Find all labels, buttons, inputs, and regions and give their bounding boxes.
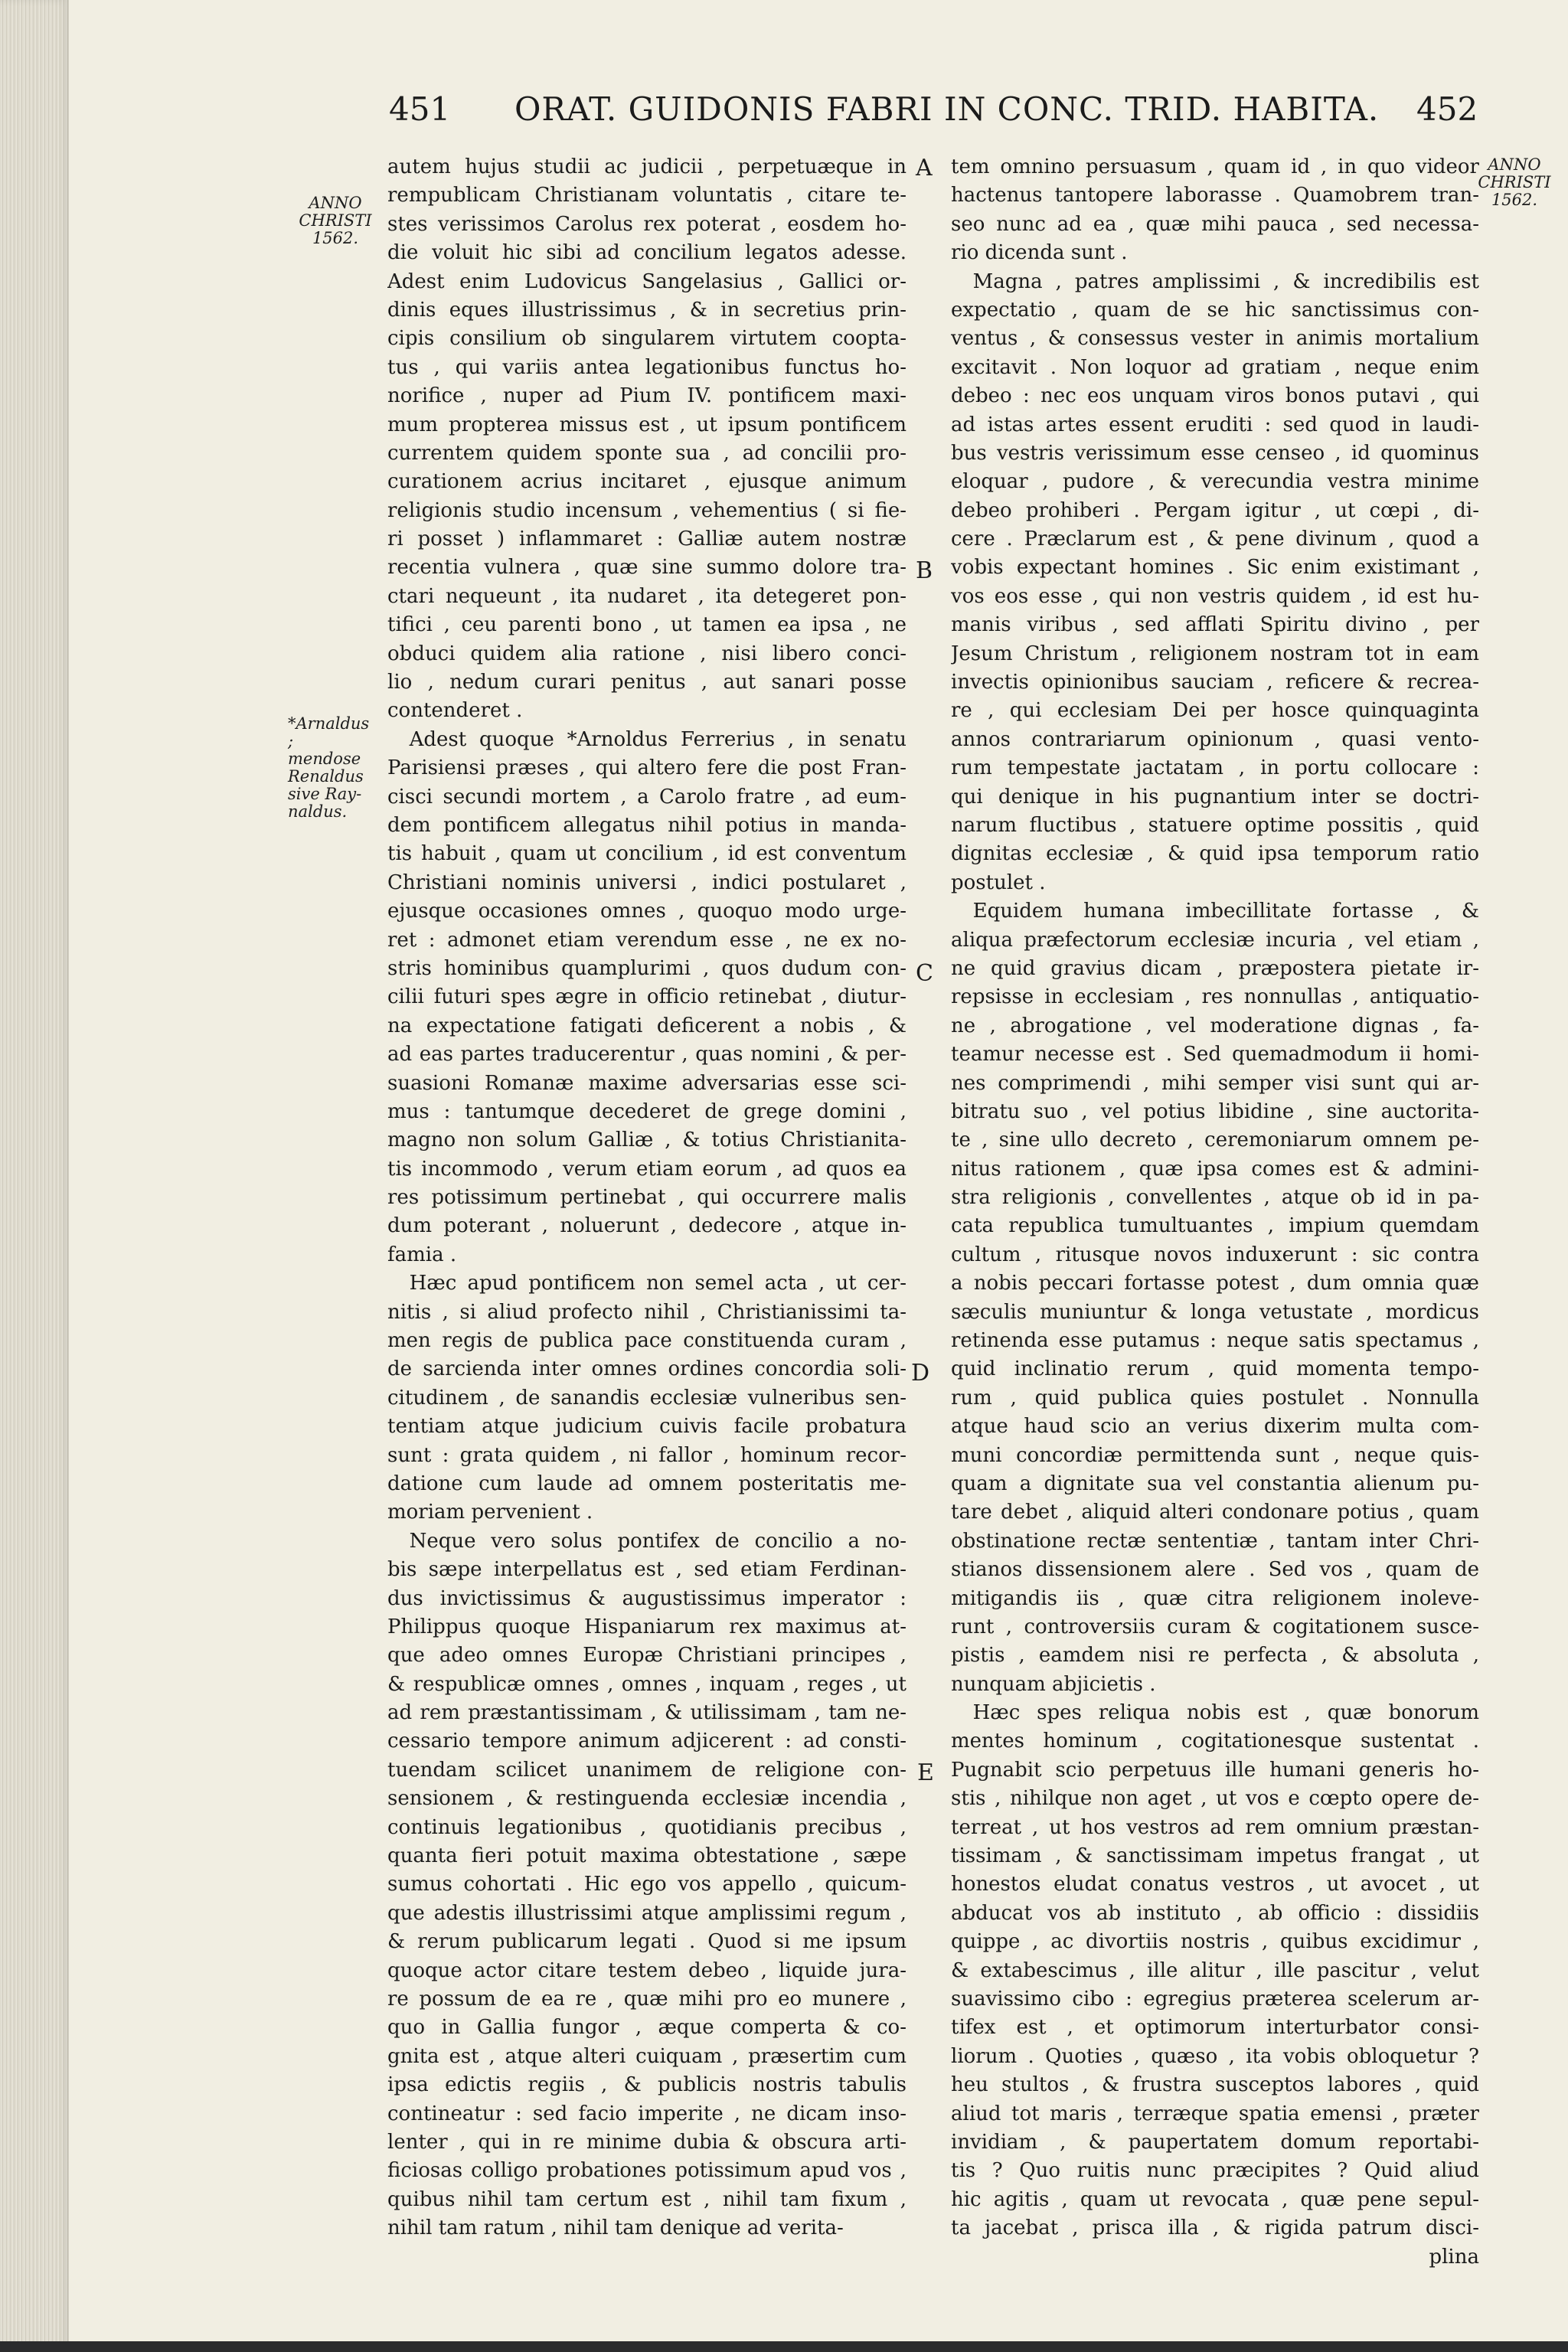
text-line: tis ? Quo ruitis nunc præcipites ? Quid aliud — [951, 2159, 1479, 2183]
text-line: suasioni Romanæ maxime adversarias esse sci- — [387, 1071, 906, 1095]
text-line: dinis eques illustrissimus , & in secretius prin- — [387, 298, 906, 322]
text-line: sunt : grata quidem , ni fallor , hominum recor- — [387, 1443, 906, 1467]
text-line: vos eos esse , qui non vestris quidem , id est hu- — [951, 584, 1479, 608]
text-line: tuendam scilicet unanimem de religione con- — [387, 1758, 906, 1782]
text-line: debeo prohiberi . Pergam igitur , ut cœpi , di- — [951, 498, 1479, 522]
text-line: vobis expectant homines . Sic enim existimant , — [951, 556, 1479, 580]
text-line: contineatur : sed facio imperite , ne dicam inso- — [387, 2102, 906, 2125]
text-line: expectatio , quam de se hic sanctissimus con- — [951, 298, 1479, 322]
text-line: tare debet , aliquid alteri condonare potius , quam — [951, 1501, 1479, 1524]
page-edges — [0, 0, 69, 2352]
text-line: Hæc spes reliqua nobis est , quæ bonorum — [972, 1701, 1479, 1725]
text-line: Philippus quoque Hispaniarum rex maximus at- — [387, 1615, 906, 1638]
text-line: re possum de ea re , quæ mihi pro eo munere , — [387, 1988, 906, 2011]
text-line: eloquar , pudore , & verecundia vestra minime — [951, 470, 1479, 494]
text-line: sæculis muniuntur & longa vetustate , mordicus — [951, 1300, 1479, 1324]
text-line: que adeo omnes Europæ Christiani principes , — [387, 1644, 906, 1668]
text-line: ejusque occasiones omnes , quoquo modo urge- — [387, 900, 906, 923]
text-line: men regis de publica pace constituenda curam , — [387, 1329, 906, 1353]
text-line: plina — [1429, 2245, 1479, 2269]
left-text-column — [387, 153, 906, 2243]
text-line: dignitas ecclesiæ , & quid ipsa temporum ratio — [951, 842, 1479, 866]
text-line: hic agitis , quam ut revocata , quæ pene sepul- — [951, 2187, 1479, 2211]
text-line: lio , nedum curari penitus , aut sanari posse — [387, 671, 906, 694]
text-line: citudinem , de sanandis ecclesiæ vulneribus sen- — [387, 1386, 906, 1410]
text-line: stra religionis , convellentes , atque ob id in pa- — [951, 1186, 1479, 1210]
text-line: lenter , qui in re minime dubia & obscura arti- — [387, 2130, 906, 2154]
text-line: & respublicæ omnes , omnes , inquam , reges , ut — [387, 1672, 906, 1696]
text-line: gnita est , atque alteri cuiquam , præsertim cum — [387, 2044, 906, 2068]
text-line: invidiam , & paupertatem domum reportabi- — [951, 2130, 1479, 2154]
section-marker-e: E — [917, 1759, 934, 1786]
text-line: quam a dignitate sua vel constantia alienum pu- — [951, 1472, 1479, 1495]
text-line: abducat vos ab instituto , ab officio : dissidiis — [951, 1901, 1479, 1925]
right-text-column — [951, 153, 1479, 2272]
text-line: tem omnino persuasum , quam id , in quo videor — [951, 155, 1479, 178]
text-line: quo in Gallia fungor , æque comperta & co- — [387, 2016, 906, 2040]
text-line: Jesum Christum , religionem nostram tot in eam — [951, 642, 1479, 665]
text-line: ctari nequeunt , ita nudaret , ita detegeret pon- — [387, 584, 906, 608]
text-line: Adest enim Ludovicus Sangelasius , Gallici or- — [387, 270, 906, 293]
text-line: debeo : nec eos unquam viros bonos putavi , qui — [951, 384, 1479, 408]
text-line: ad rem præstantissimam , & utilissimam , tam ne- — [387, 1701, 906, 1725]
text-line: Equidem humana imbecillitate fortasse , & — [972, 900, 1479, 923]
running-head: ORAT. GUIDONIS FABRI IN CONC. TRID. HABITA. — [514, 90, 1380, 128]
text-line: Parisiensi præses , qui altero fere die post Fran- — [387, 756, 906, 780]
text-line: Adest quoque *Arnoldus Ferrerius , in senatu — [409, 727, 906, 751]
text-line: seo nunc ad ea , quæ mihi pauca , sed necessa- — [951, 212, 1479, 236]
text-line: quibus nihil tam certum est , nihil tam fixum , — [387, 2187, 906, 2211]
text-line: cata republica tumultuantes , impium quemdam — [951, 1214, 1479, 1238]
text-line: stis , nihilque non aget , ut vos e cœpto opere de- — [951, 1787, 1479, 1811]
text-line: invectis opinionibus sauciam , reficere & recrea- — [951, 671, 1479, 694]
section-marker-c: C — [916, 960, 933, 987]
text-line: quoque actor citare testem debeo , liquide jura- — [387, 1958, 906, 1982]
text-line: ad istas artes essent eruditi : sed quod in laudi- — [951, 413, 1479, 436]
text-line: tifex est , et optimorum interturbator consi- — [951, 2016, 1479, 2040]
text-line: recentia vulnera , quæ sine summo dolore tra- — [387, 556, 906, 580]
text-line: aliqua præfectorum ecclesiæ incuria , vel etiam , — [951, 928, 1479, 952]
text-line: cipis consilium ob singularem virtutem coopta- — [387, 327, 906, 351]
text-line: sensionem , & restinguenda ecclesiæ incendia , — [387, 1787, 906, 1811]
text-line: res potissimum pertinebat , qui occurrere malis — [387, 1186, 906, 1210]
text-line: curationem acrius incitaret , ejusque animum — [387, 470, 906, 494]
text-line: excitavit . Non loquor ad gratiam , neque enim — [951, 355, 1479, 379]
text-line: Neque vero solus pontifex de concilio a no- — [409, 1529, 906, 1553]
text-line: terreat , ut hos vestros ad rem omnium præstan- — [951, 1815, 1479, 1839]
text-line: te , sine ullo decreto , ceremoniarum omnem pe- — [951, 1129, 1479, 1152]
text-line: nihil tam ratum , nihil tam denique ad verita- — [387, 2216, 844, 2240]
section-marker-d: D — [911, 1360, 930, 1387]
text-line: qui denique in his pugnantium inter se doctri- — [951, 785, 1479, 808]
text-line: ad eas partes traducerentur , quas nomini , & per- — [387, 1043, 906, 1067]
margin-footnote: *Arnaldus ; mendose Renaldus sive Ray- naldus. — [288, 714, 370, 821]
text-line: mitigandis iis , quæ citra religionem inoleve- — [951, 1586, 1479, 1610]
text-line: narum fluctibus , statuere optime possitis , quid — [951, 813, 1479, 837]
text-line: tis incommodo , verum etiam eorum , ad quos ea — [387, 1157, 906, 1181]
text-line: tentiam atque judicium cuivis facile probatura — [387, 1415, 906, 1439]
text-line: muni concordiæ permittenda sunt , neque quis- — [951, 1443, 1479, 1467]
text-line: tis habuit , quam ut concilium , id est conventum — [387, 842, 906, 866]
text-line: & extabescimus , ille alitur , ille pascitur , velut — [951, 1958, 1479, 1982]
text-line: ficiosas colligo probationes potissimum apud vos , — [387, 2159, 906, 2183]
text-line: hactenus tantopere laborasse . Quamobrem tran- — [951, 184, 1479, 207]
text-line: repsisse in ecclesiam , res nonnullas , antiquatio- — [951, 985, 1479, 1009]
text-line: stris hominibus quamplurimi , quos dudum con- — [387, 956, 906, 980]
text-line: dum poterant , noluerunt , dedecore , atque in- — [387, 1214, 906, 1238]
text-line: quid inclinatio rerum , quid momenta tempo- — [951, 1357, 1479, 1381]
text-line: bitratu suo , vel potius libidine , sine auctorita- — [951, 1099, 1479, 1123]
text-line: ventus , & consessus vester in animis mortalium — [951, 327, 1479, 351]
text-line: moriam pervenient . — [387, 1501, 593, 1524]
text-line: cisci secundi mortem , a Carolo fratre , ad eum- — [387, 785, 906, 808]
text-line: honestos eludat conatus vestros , ut avocet , ut — [951, 1873, 1479, 1896]
text-line: nes comprimendi , mihi semper visi sunt qui ar- — [951, 1071, 1479, 1095]
margin-year-right: ANNO CHRISTI 1562. — [1478, 155, 1551, 209]
text-line: ne , abrogatione , vel moderatione dignas , fa- — [951, 1014, 1479, 1037]
text-line: Magna , patres amplissimi , & incredibilis est — [972, 270, 1479, 293]
text-line: nitus rationem , quæ ipsa comes est & admini- — [951, 1157, 1479, 1181]
text-line: na expectatione fatigati deficerent a nobis , & — [387, 1014, 906, 1037]
text-line: famia . — [387, 1243, 457, 1266]
text-line: stes verissimos Carolus rex poterat , eosdem ho- — [387, 212, 906, 236]
text-line: tissimam , & sanctissimam impetus frangat , ut — [951, 1844, 1479, 1868]
text-line: bis sæpe interpellatus est , sed etiam Ferdinan- — [387, 1558, 906, 1582]
text-line: cilii futuri spes ægre in officio retinebat , diutur- — [387, 985, 906, 1009]
text-line: nunquam abjicietis . — [951, 1672, 1156, 1696]
text-line: autem hujus studii ac judicii , perpetuæque in — [387, 155, 906, 178]
text-line: mentes hominum , cogitationesque sustentat . — [951, 1730, 1479, 1753]
text-line: liorum . Quoties , quæso , ita vobis obloquetur ? — [951, 2044, 1479, 2068]
text-line: cessario tempore animum adjicerent : ad consti- — [387, 1730, 906, 1753]
text-line: dem pontificem allegatus nihil potius in manda- — [387, 813, 906, 837]
page-number-right: 452 — [1416, 90, 1478, 128]
text-line: Pugnabit scio perpetuus ille humani generis ho- — [951, 1758, 1479, 1782]
text-line: cere . Præclarum est , & pene divinum , quod a — [951, 528, 1479, 551]
text-line: religionis studio incensum , vehementius ( si fie- — [387, 498, 906, 522]
text-line: quanta fieri potuit maxima obtestatione , sæpe — [387, 1844, 906, 1868]
text-line: ri posset ) inflammaret : Galliæ autem nostræ — [387, 528, 906, 551]
text-line: ta jacebat , prisca illa , & rigida patrum disci- — [951, 2216, 1479, 2240]
text-line: bus vestris verissimum esse censeo , id quominus — [951, 441, 1479, 465]
page-bottom-edge — [0, 2341, 1568, 2352]
margin-year-left: ANNO CHRISTI 1562. — [299, 194, 372, 247]
text-line: continuis legationibus , quotidianis precibus , — [387, 1815, 906, 1839]
text-line: dus invictissimus & augustissimus imperator : — [387, 1586, 906, 1610]
text-line: norifice , nuper ad Pium IV. pontificem maxi- — [387, 384, 906, 408]
text-line: magno non solum Galliæ , & totius Christianita- — [387, 1129, 906, 1152]
text-line: rum , quid publica quies postulet . Nonnulla — [951, 1386, 1479, 1410]
text-line: quippe , ac divortiis nostris , quibus excidimur , — [951, 1930, 1479, 1954]
text-line: manis viribus , sed afflati Spiritu divino , per — [951, 613, 1479, 637]
text-line: rio dicenda sunt . — [951, 241, 1128, 265]
section-marker-b: B — [916, 557, 933, 584]
text-line: sumus cohortati . Hic ego vos appello , quicum- — [387, 1873, 906, 1896]
text-line: atque haud scio an verius dixerim multa com- — [951, 1415, 1479, 1439]
text-line: teamur necesse est . Sed quemadmodum ii homi- — [951, 1043, 1479, 1067]
text-line: tifici , ceu parenti bono , ut tamen ea ipsa , ne — [387, 613, 906, 637]
text-line: currentem quidem sponte sua , ad concilii pro- — [387, 441, 906, 465]
text-line: de sarcienda inter omnes ordines concordia soli- — [387, 1357, 906, 1381]
text-line: mum propterea missus est , ut ipsum pontificem — [387, 413, 906, 436]
text-line: a nobis peccari fortasse potest , dum omnia quæ — [951, 1272, 1479, 1295]
text-line: datione cum laude ad omnem posteritatis me- — [387, 1472, 906, 1495]
text-line: die voluit hic sibi ad concilium legatos adesse. — [387, 241, 906, 265]
text-line: Hæc apud pontificem non semel acta , ut cer- — [409, 1272, 906, 1295]
text-line: contenderet . — [387, 699, 523, 723]
text-line: nitis , si aliud profecto nihil , Christianissimi ta- — [387, 1300, 906, 1324]
text-line: pistis , eamdem nisi re perfecta , & absoluta , — [951, 1644, 1479, 1668]
text-line: ret : admonet etiam verendum esse , ne ex no- — [387, 928, 906, 952]
text-line: rum tempestate jactatam , in portu collocare : — [951, 756, 1479, 780]
text-line: cultum , ritusque novos induxerunt : sic contra — [951, 1243, 1479, 1266]
text-line: Christiani nominis universi , indici postularet , — [387, 871, 906, 894]
page-number-left: 451 — [389, 90, 451, 128]
text-line: mus : tantumque decederet de grege domini , — [387, 1099, 906, 1123]
text-line: & rerum publicarum legati . Quod si me ipsum — [387, 1930, 906, 1954]
text-line: obduci quidem alia ratione , nisi libero conci- — [387, 642, 906, 665]
text-line: rempublicam Christianam voluntatis , citare te- — [387, 184, 906, 207]
text-line: annos contrariarum opinionum , quasi vento- — [951, 727, 1479, 751]
text-line: ne quid gravius dicam , præpostera pietate ir- — [951, 956, 1479, 980]
text-line: heu stultos , & frustra susceptos labores , quid — [951, 2073, 1479, 2097]
section-marker-a: A — [916, 155, 933, 181]
text-line: postulet . — [951, 871, 1046, 894]
text-line: obstinatione rectæ sententiæ , tantam inter Chri- — [951, 1529, 1479, 1553]
text-line: aliud tot maris , terræque spatia emensi , præter — [951, 2102, 1479, 2125]
text-line: re , qui ecclesiam Dei per hosce quinquaginta — [951, 699, 1479, 723]
text-line: stianos dissensionem alere . Sed vos , quam de — [951, 1558, 1479, 1582]
text-line: suavissimo cibo : egregius præterea scelerum ar- — [951, 1988, 1479, 2011]
text-line: ipsa edictis regiis , & publicis nostris tabulis — [387, 2073, 906, 2097]
text-line: que adestis illustrissimi atque amplissimi regum , — [387, 1901, 906, 1925]
text-line: retinenda esse putamus : neque satis spectamus , — [951, 1329, 1479, 1353]
text-line: tus , qui variis antea legationibus functus ho- — [387, 355, 906, 379]
text-line: runt , controversiis curam & cogitationem susce- — [951, 1615, 1479, 1638]
